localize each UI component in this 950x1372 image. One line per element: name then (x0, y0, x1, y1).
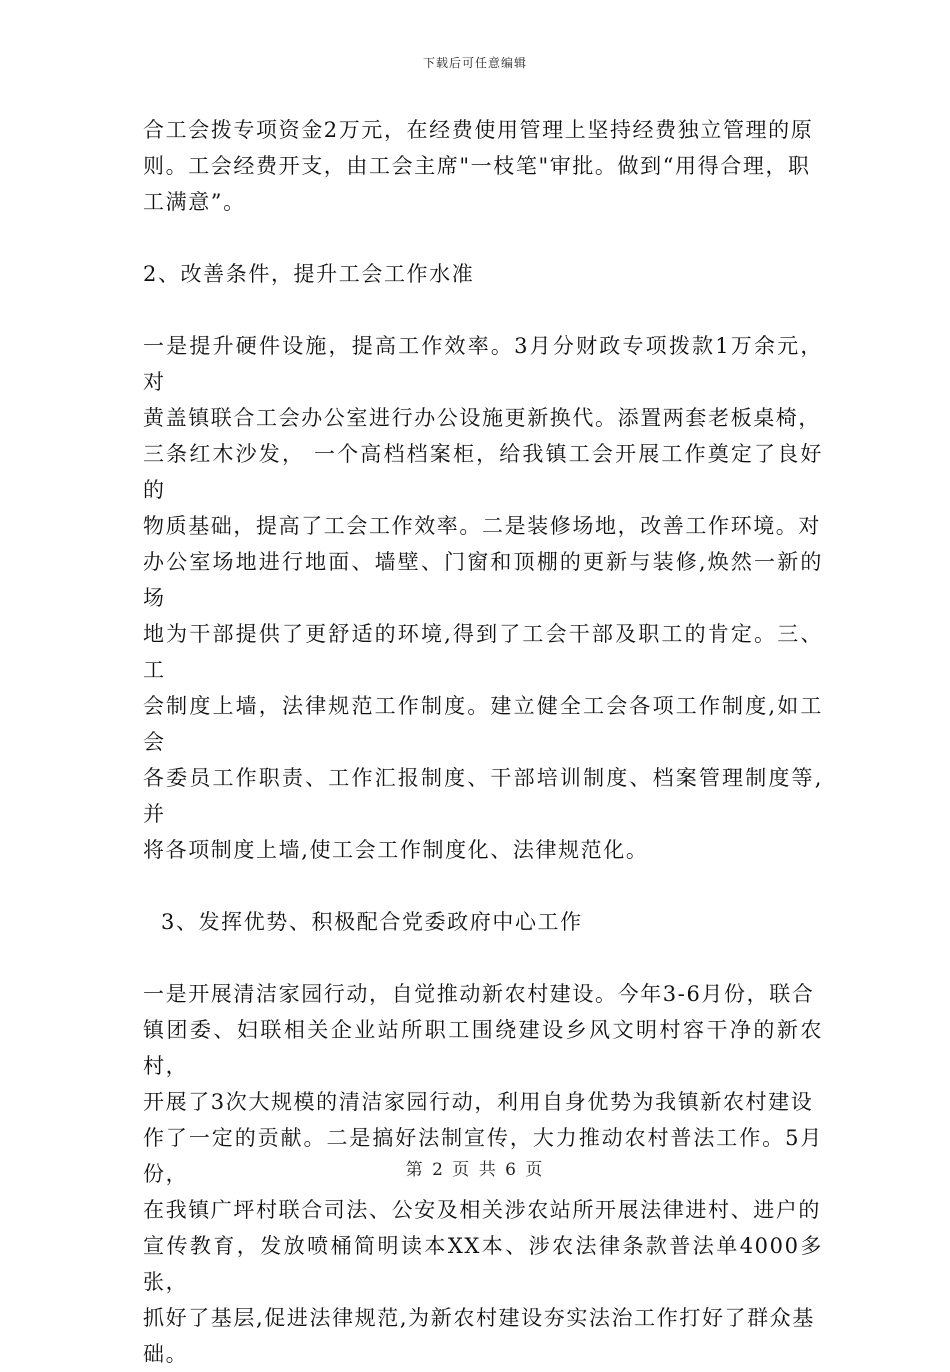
spacer (143, 940, 823, 976)
spacer (143, 220, 823, 256)
paragraph-center-work: 一是开展清洁家园行动，自觉推动新农村建设。今年3-6月份，联合 镇团委、妇联相关企业站所职工围绕建设乡风文明村容干净的新农村， 开展了3次大规模的清洁家园行动，利用自身优势为我镇新农村建设 作了一定的贡献。二是搞好法制宣传，大力推动农村普法工作。5月份， 在我镇广坪村联合司法、公安及相关涉农站所开展法律进村、进户的 宣传教育，发放喷桶简明读本XX本、涉农法律条款普法单4000多张， 抓好了基层,促进法律规范,为新农村建设夯实法治工作打好了群众基 础。 (143, 982, 823, 1366)
document-body (143, 112, 823, 1372)
page-number: 第 2 页 共 6 页 (405, 1160, 545, 1180)
section-heading-3: 3、发挥优势、积极配合党委政府中心工作 (161, 910, 583, 934)
paragraph-conditions: 一是提升硬件设施，提高工作效率。3月分财政专项拨款1万余元，对 黄盖镇联合工会办公室进行办公设施更新换代。添置两套老板桌椅， 三条红木沙发， 一个高档档案柜，给我镇工会开展工作奠定了良好的 物质基础，提高了工会工作效率。二是装修场地，改善工作环境。对 办公室场地进行地面、墙壁、门窗和顶棚的更新与装修,焕然一新的场 地为干部提供了更舒适的环境,得到了工会干部及职工的肯定。三、工 会制度上墙，法律规范工作制度。建立健全工会各项工作制度,如工会 各委员工作职责、工作汇报制度、干部培训制度、档案管理制度等,并 将各项制度上墙,使工会工作制度化、法律规范化。 (143, 334, 823, 862)
paragraph-funding: 合工会拨专项资金2万元，在经费使用管理上坚持经费独立管理的原 则。工会经费开支，由工会主席"一枝笔"审批。做到“用得合理，职 工满意”。 (143, 118, 814, 214)
section-heading-2: 2、改善条件，提升工会工作水准 (143, 262, 475, 286)
spacer (143, 292, 823, 328)
spacer (143, 868, 823, 904)
page-header-note: 下载后可任意编辑 (422, 56, 527, 70)
